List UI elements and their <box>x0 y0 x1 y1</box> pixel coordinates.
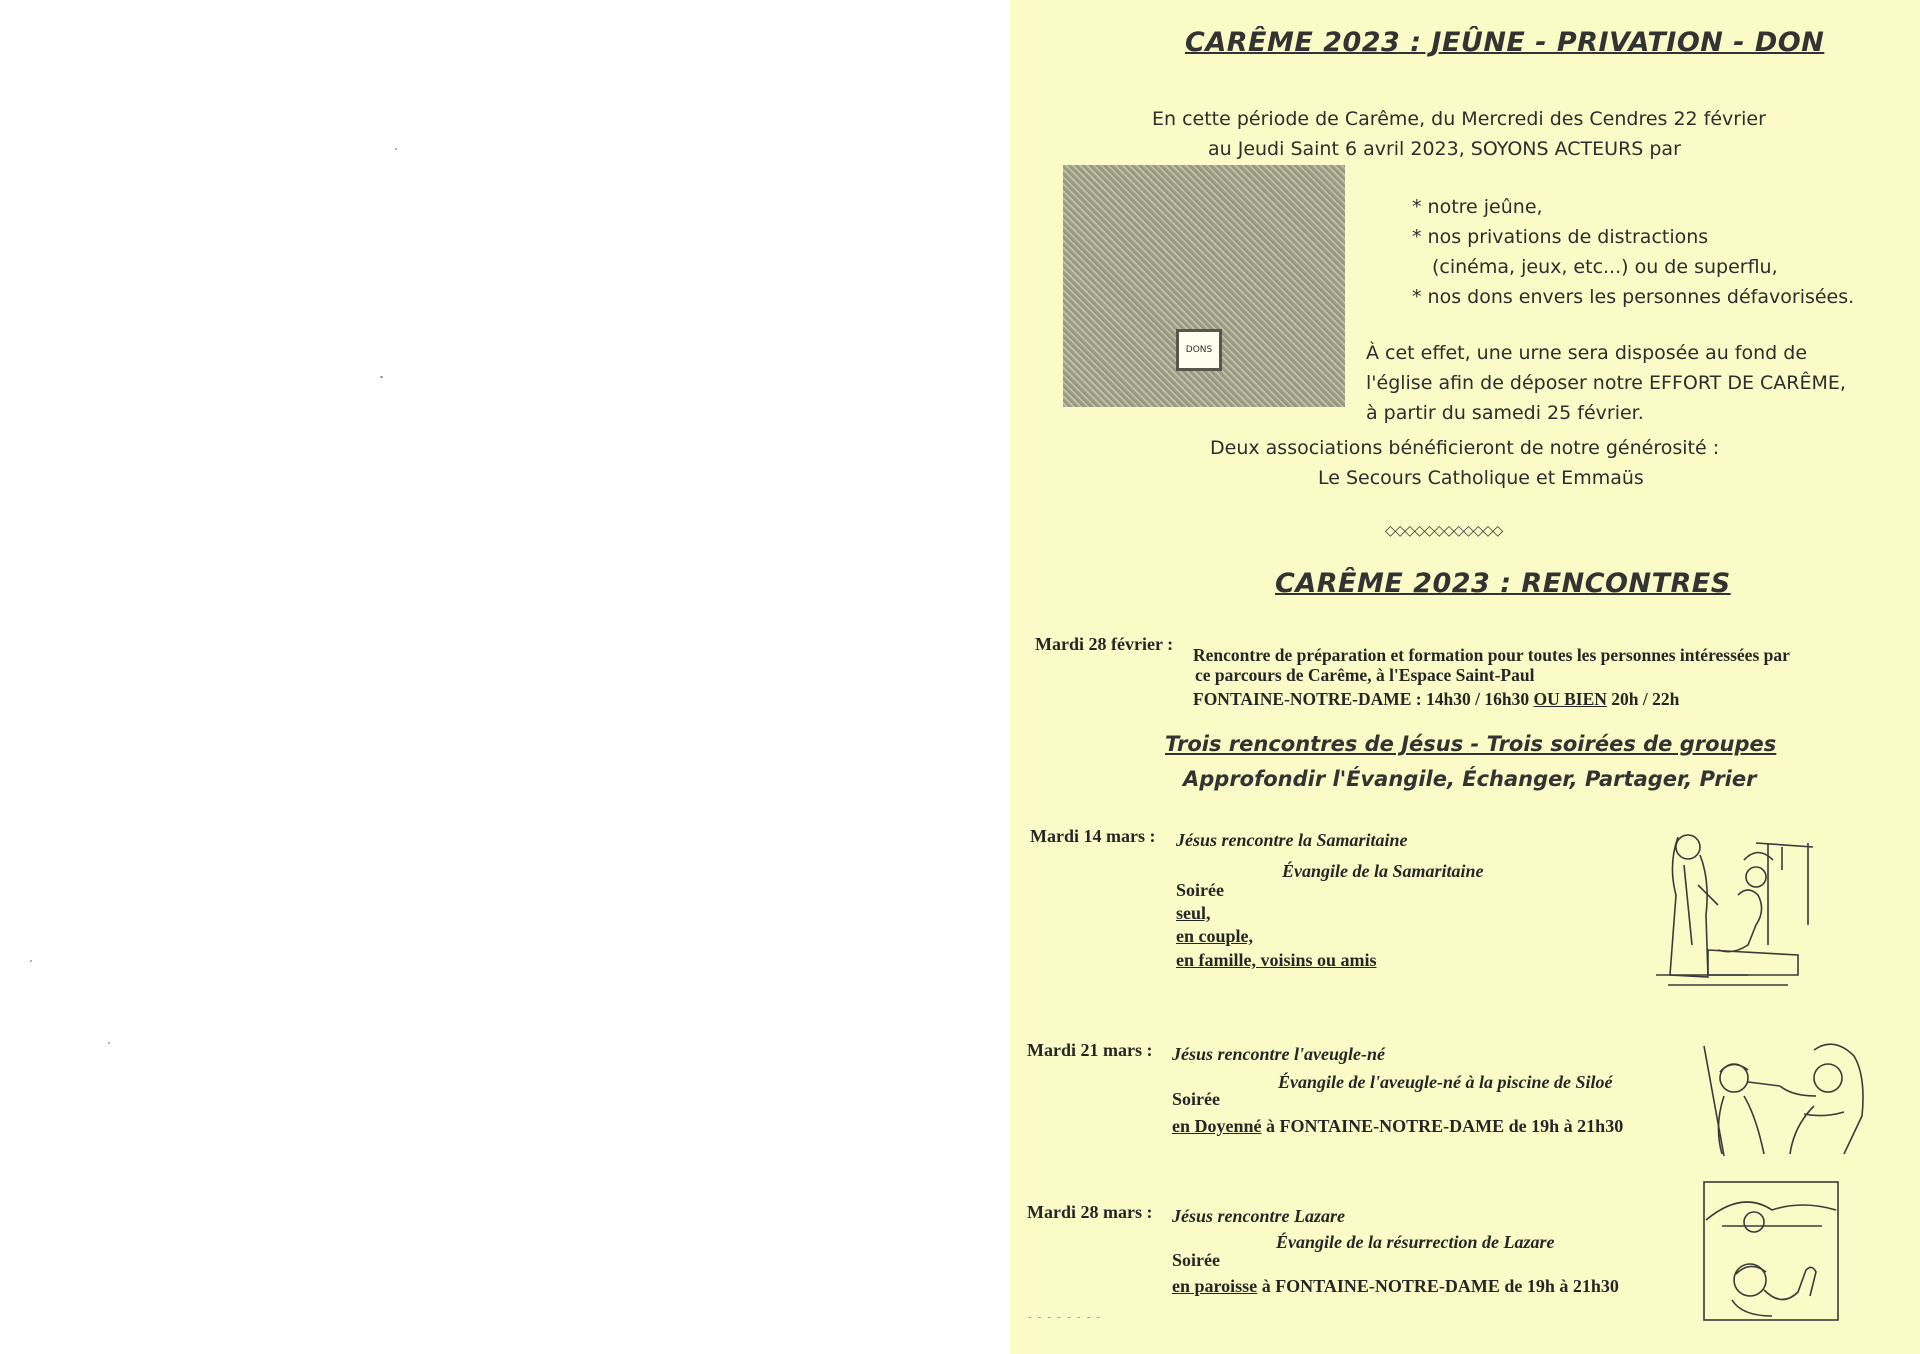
donation-box-photo <box>1063 165 1345 407</box>
scan-speck <box>395 148 397 150</box>
intro-line-2: au Jeudi Saint 6 avril 2023, SOYONS ACTEURS par <box>1208 138 1681 160</box>
bullet-fast: * notre jeûne, <box>1412 196 1543 218</box>
blind-man-healing-illustration <box>1694 1036 1874 1158</box>
scan-speck <box>380 376 383 378</box>
session-2-date: Mardi 21 mars : <box>1027 1040 1153 1060</box>
bullet-donations: * nos dons envers les personnes défavorisées. <box>1412 286 1855 308</box>
effect-line-3: à partir du samedi 25 février. <box>1366 402 1644 424</box>
session-1-theme: Jésus rencontre la Samaritaine <box>1176 830 1408 850</box>
associations-line-1: Deux associations bénéficieront de notre générosité : <box>1210 437 1720 459</box>
prep-line-2: ce parcours de Carême, à l'Espace Saint-Paul <box>1195 665 1535 685</box>
samaritan-woman-illustration <box>1648 825 1816 990</box>
session-1-option-alone: seul, <box>1176 903 1211 923</box>
bullet-privations-detail: (cinéma, jeux, etc...) ou de superflu, <box>1432 256 1778 278</box>
intro-line-1: En cette période de Carême, du Mercredi des Cendres 22 février <box>1152 108 1766 130</box>
bullet-privations: * nos privations de distractions <box>1412 226 1709 248</box>
session-3-date: Mardi 28 mars : <box>1027 1202 1153 1222</box>
prep-times: FONTAINE-NOTRE-DAME : 14h30 / 16h30 <box>1193 689 1534 709</box>
associations-line-2: Le Secours Catholique et Emmaüs <box>1318 467 1644 489</box>
session-1-evening: Soirée <box>1176 880 1224 900</box>
dons-box-label: DONS <box>1176 329 1222 371</box>
meetings-subtitle-1: Trois rencontres de Jésus - Trois soirées de groupes <box>1165 732 1777 756</box>
session-2-place <box>1172 1116 1623 1137</box>
session-2-gospel: Évangile de l'aveugle-né à la piscine de Siloé <box>1278 1072 1613 1092</box>
effect-line-1: À cet effet, une urne sera disposée au fond de <box>1366 342 1808 364</box>
scan-speck <box>108 1042 110 1044</box>
prep-line-1: Rencontre de préparation et formation pour toutes les personnes intéressées par <box>1193 645 1790 665</box>
prep-line-3 <box>1193 689 1679 710</box>
session-3-place-details: à FONTAINE-NOTRE-DAME de 19h à 21h30 <box>1257 1276 1619 1296</box>
prep-evening-time: 20h / 22h <box>1606 689 1680 709</box>
session-1-option-couple: en couple, <box>1176 926 1254 946</box>
session-3-evening: Soirée <box>1172 1250 1220 1270</box>
session-2-theme: Jésus rencontre l'aveugle-né <box>1172 1044 1385 1064</box>
session-3-place-label: en paroisse <box>1172 1276 1258 1296</box>
page-edge-mark: - - - - - - - - <box>1028 1312 1103 1323</box>
session-1-gospel: Évangile de la Samaritaine <box>1282 861 1484 881</box>
session-3-theme: Jésus rencontre Lazare <box>1172 1206 1346 1226</box>
session-2-place-details: à FONTAINE-NOTRE-DAME de 19h à 21h30 <box>1261 1116 1624 1136</box>
session-3-gospel: Évangile de la résurrection de Lazare <box>1276 1232 1555 1252</box>
meetings-subtitle-2: Approfondir l'Évangile, Échanger, Partager, Prier <box>1183 767 1757 791</box>
meetings-title: CARÊME 2023 : RENCONTRES <box>1275 568 1731 599</box>
session-1-date: Mardi 14 mars : <box>1030 826 1156 846</box>
lazarus-illustration <box>1702 1180 1842 1324</box>
session-1-option-family: en famille, voisins ou amis <box>1176 950 1377 970</box>
scan-speck <box>30 960 32 962</box>
effect-line-2: l'église afin de déposer notre EFFORT DE CARÊME, <box>1366 372 1846 394</box>
fast-title: CARÊME 2023 : JEÛNE - PRIVATION - DON <box>1185 27 1825 58</box>
prep-date: Mardi 28 février : <box>1035 634 1174 654</box>
prep-or: OU BIEN <box>1533 689 1607 709</box>
diamond-separator: ◇◇◇◇◇◇◇◇◇◇◇◇ <box>1385 524 1503 539</box>
session-3-place <box>1172 1276 1619 1297</box>
session-2-evening: Soirée <box>1172 1089 1220 1109</box>
session-2-place-label: en Doyenné <box>1172 1116 1262 1136</box>
